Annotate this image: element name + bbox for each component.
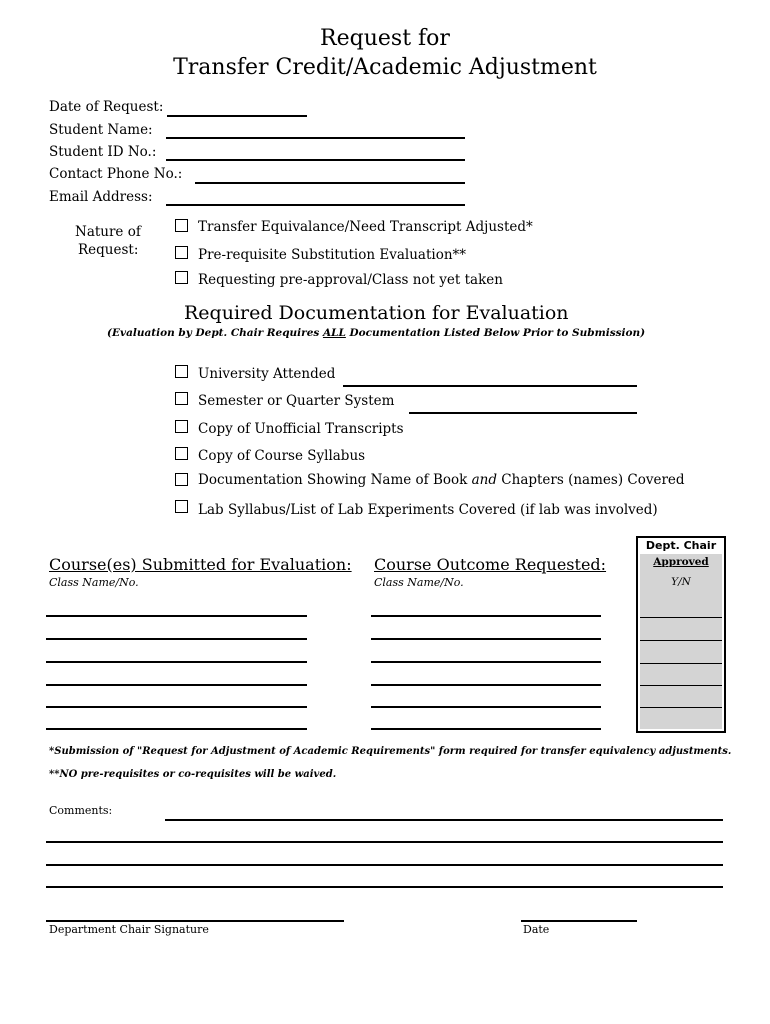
book-documentation-label: Documentation Showing Name of Book and Chapters (names) Covered — [198, 472, 685, 488]
submitted-course-line[interactable] — [46, 706, 307, 708]
outcome-course-line[interactable] — [371, 638, 601, 640]
outcome-course-line[interactable] — [371, 728, 601, 730]
pre-approval-option: Requesting pre-approval/Class not yet taken — [198, 272, 503, 288]
contact-phone-label: Contact Phone No.: — [49, 166, 183, 182]
course-syllabus-checkbox[interactable] — [175, 447, 188, 460]
lab-syllabus-checkbox[interactable] — [175, 500, 188, 513]
dept-chair-title: Dept. Chair — [645, 539, 717, 552]
university-attended-field[interactable] — [343, 385, 637, 387]
comments-line[interactable] — [46, 886, 723, 888]
outcome-course-line[interactable] — [371, 615, 601, 617]
comments-line[interactable] — [46, 864, 723, 866]
course-syllabus-label: Copy of Course Syllabus — [198, 448, 366, 464]
email-address-label: Email Address: — [49, 189, 153, 205]
submitted-course-line[interactable] — [46, 661, 307, 663]
footnote-prerequisites: **NO pre-requisites or co-requisites will be waived. — [49, 769, 337, 780]
courses-submitted-subheading: Class Name/No. — [49, 576, 139, 589]
signature-date-label: Date — [523, 923, 550, 936]
chair-signature-line[interactable] — [46, 920, 344, 922]
outcome-course-line[interactable] — [371, 684, 601, 686]
contact-phone-field[interactable] — [195, 182, 465, 184]
dept-chair-approved-text: Approved — [653, 556, 709, 568]
signature-date-line[interactable] — [521, 920, 637, 922]
unofficial-transcripts-label: Copy of Unofficial Transcripts — [198, 421, 404, 437]
comments-line[interactable] — [46, 841, 723, 843]
book-documentation-checkbox[interactable] — [175, 473, 188, 486]
university-attended-checkbox[interactable] — [175, 365, 188, 378]
prerequisite-substitution-option: Pre-requisite Substitution Evaluation** — [198, 247, 467, 263]
submitted-course-line[interactable] — [46, 638, 307, 640]
prerequisite-substitution-checkbox[interactable] — [175, 246, 188, 259]
date-of-request-field[interactable] — [167, 115, 307, 117]
courses-submitted-heading: Course(es) Submitted for Evaluation: — [49, 555, 352, 574]
dept-chair-row[interactable] — [640, 685, 722, 686]
university-attended-label: University Attended — [198, 366, 336, 382]
course-outcome-subheading: Class Name/No. — [374, 576, 464, 589]
footnote-transfer-equivalency: *Submission of "Request for Adjustment of Academic Requirements" form required for transfer equivalency adjustments. — [49, 746, 732, 757]
semester-quarter-label: Semester or Quarter System — [198, 393, 395, 409]
student-name-field[interactable] — [166, 137, 465, 139]
outcome-course-line[interactable] — [371, 661, 601, 663]
semester-quarter-field[interactable] — [409, 412, 637, 414]
page-title-line1: Request for — [320, 26, 450, 51]
dept-chair-approval-box — [636, 536, 726, 733]
unofficial-transcripts-checkbox[interactable] — [175, 420, 188, 433]
student-id-label: Student ID No.: — [49, 144, 157, 160]
date-of-request-label: Date of Request: — [49, 99, 164, 115]
semester-quarter-checkbox[interactable] — [175, 392, 188, 405]
dept-chair-row[interactable] — [640, 663, 722, 664]
email-address-field[interactable] — [166, 204, 465, 206]
course-outcome-heading: Course Outcome Requested: — [374, 555, 607, 574]
transfer-equivalance-checkbox[interactable] — [175, 219, 188, 232]
student-name-label: Student Name: — [49, 122, 153, 138]
dept-chair-row[interactable] — [640, 640, 722, 641]
documentation-heading: Required Documentation for Evaluation — [184, 302, 569, 324]
comments-line[interactable] — [165, 819, 723, 821]
submitted-course-line[interactable] — [46, 615, 307, 617]
chair-signature-label: Department Chair Signature — [49, 923, 209, 936]
comments-label: Comments: — [49, 804, 113, 817]
dept-chair-yn-label: Y/N — [671, 576, 691, 588]
pre-approval-checkbox[interactable] — [175, 271, 188, 284]
nature-label-line2: Request: — [78, 242, 139, 258]
student-id-field[interactable] — [166, 159, 465, 161]
dept-chair-row[interactable] — [640, 617, 722, 618]
transfer-equivalance-option: Transfer Equivalance/Need Transcript Adjusted* — [198, 219, 533, 235]
page-title-line2: Transfer Credit/Academic Adjustment — [173, 55, 597, 80]
submitted-course-line[interactable] — [46, 728, 307, 730]
outcome-course-line[interactable] — [371, 706, 601, 708]
dept-chair-row[interactable] — [640, 707, 722, 708]
submitted-course-line[interactable] — [46, 684, 307, 686]
documentation-subheading: (Evaluation by Dept. Chair Requires ALL Documentation Listed Below Prior to Submission) — [107, 327, 646, 339]
nature-label-line1: Nature of — [75, 224, 141, 240]
lab-syllabus-label: Lab Syllabus/List of Lab Experiments Covered (if lab was involved) — [198, 502, 658, 518]
